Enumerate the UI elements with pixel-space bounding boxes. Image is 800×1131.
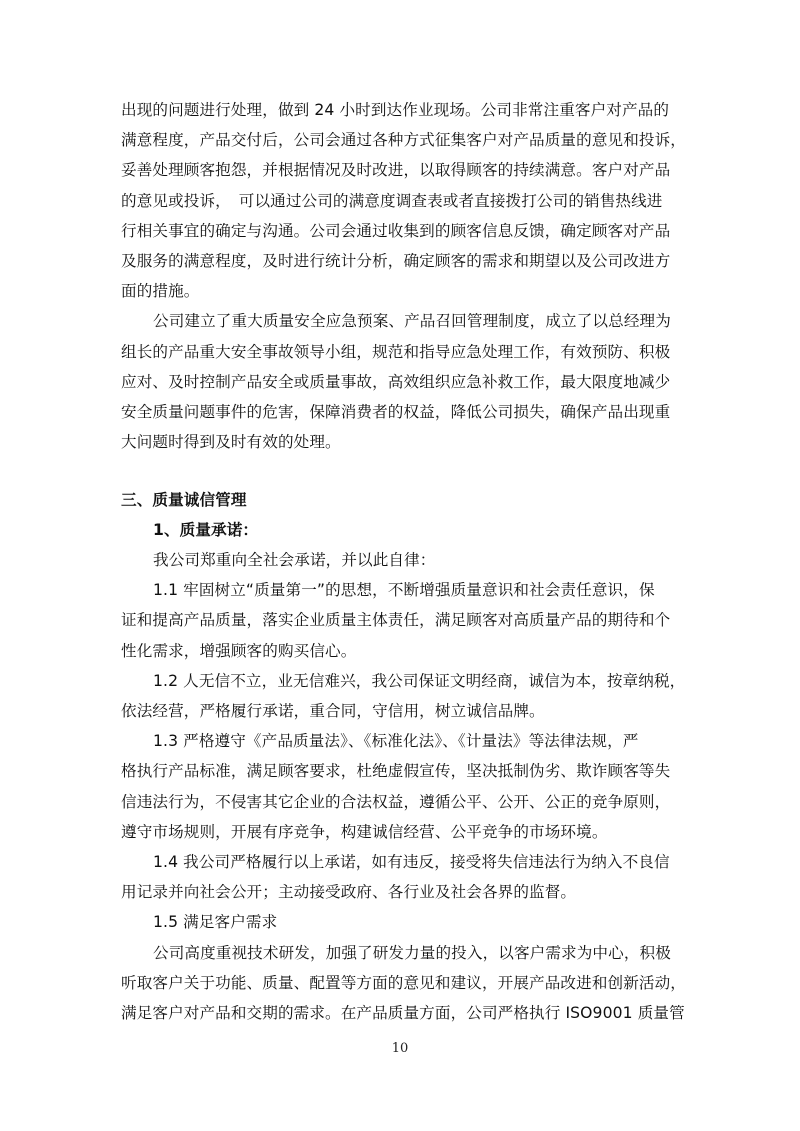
item-1-2-line-2: 依法经营，严格履行承诺，重合同，守信用，树立诚信品牌。 <box>121 702 545 720</box>
item-1-3-line-1: 1.3 严格遵守《产品质量法》、《标准化法》、《计量法》等法律法规，严 <box>153 732 639 750</box>
paragraph-1-line-2: 满意程度，产品交付后，公司会通过各种方式征集客户对产品质量的意见和投诉， <box>121 131 686 149</box>
item-1-3-line-4: 遵守市场规则，开展有序竞争，构建诚信经营、公平竞争的市场环境。 <box>121 823 608 841</box>
paragraph-2-line-1: 公司建立了重大质量安全应急预案、产品召回管理制度，成立了以总经理为 <box>153 312 671 330</box>
page-number: 10 <box>391 1041 409 1056</box>
paragraph-1-line-4: 的意见或投诉， 可以通过公司的满意度调查表或者直接拨打公司的销售热线进 <box>121 192 663 210</box>
paragraph-1-line-5: 行相关事宜的确定与沟通。公司会通过收集到的顾客信息反馈，确定顾客对产品 <box>121 222 671 240</box>
section-heading: 三、质量诚信管理 <box>121 491 247 509</box>
paragraph-1-line-7: 面的措施。 <box>121 282 200 300</box>
item-1-4-line-2: 用记录并向社会公开；主动接受政府、各行业及社会各界的监督。 <box>121 883 577 901</box>
item-1-1-line-3: 性化需求，增强顾客的购买信心。 <box>121 642 357 660</box>
item-1-2-line-1: 1.2 人无信不立，业无信难兴，我公司保证文明经商，诚信为本，按章纳税， <box>153 672 686 690</box>
item-1-4-line-1: 1.4 我公司严格履行以上承诺，如有违反，接受将失信违法行为纳入不良信 <box>153 853 670 871</box>
paragraph-1-line-6: 及服务的满意程度，及时进行统计分析，确定顾客的需求和期望以及公司改进方 <box>121 252 671 270</box>
item-1-1-line-1: 1.1 牢固树立“质量第一”的思想，不断增强质量意识和社会责任意识，保 <box>153 581 655 599</box>
item-1-3-line-2: 格执行产品标准，满足顾客要求，杜绝虚假宣传，坚决抵制伪劣、欺诈顾客等失 <box>121 762 671 780</box>
item-1-5-line-2: 听取客户关于功能、质量、配置等方面的意见和建议，开展产品改进和创新活动， <box>121 974 686 992</box>
sub-heading: 1、质量承诺： <box>153 521 259 539</box>
paragraph-2-line-2: 组长的产品重大安全事故领导小组，规范和指导应急处理工作，有效预防、积极 <box>121 343 671 361</box>
paragraph-2-line-5: 大问题时得到及时有效的处理。 <box>121 433 341 451</box>
item-1-5-line-3: 满足客户对产品和交期的需求。在产品质量方面，公司严格执行 ISO9001 质量管 <box>121 1004 685 1022</box>
item-1-1-line-2: 证和提高产品质量，落实企业质量主体责任，满足顾客对高质量产品的期待和个 <box>121 611 671 629</box>
paragraph-2-line-4: 安全质量问题事件的危害，保障消费者的权益，降低公司损失，确保产品出现重 <box>121 403 671 421</box>
paragraph-2-line-3: 应对、及时控制产品安全或质量事故，高效组织应急补救工作，最大限度地减少 <box>121 373 671 391</box>
intro-line: 我公司郑重向全社会承诺，并以此自律： <box>153 551 436 569</box>
item-1-3-line-3: 信违法行为，不侵害其它企业的合法权益，遵循公平、公开、公正的竞争原则， <box>121 793 671 811</box>
item-1-5-title: 1.5 满足客户需求 <box>153 913 278 931</box>
paragraph-1-line-1: 出现的问题进行处理，做到 24 小时到达作业现场。公司非常注重客户对产品的 <box>121 101 670 119</box>
paragraph-1-line-3: 妥善处理顾客抱怨，并根据情况及时改进，以取得顾客的持续满意。客户对产品 <box>121 161 671 179</box>
item-1-5-line-1: 公司高度重视技术研发，加强了研发力量的投入，以客户需求为中心，积极 <box>153 944 671 962</box>
